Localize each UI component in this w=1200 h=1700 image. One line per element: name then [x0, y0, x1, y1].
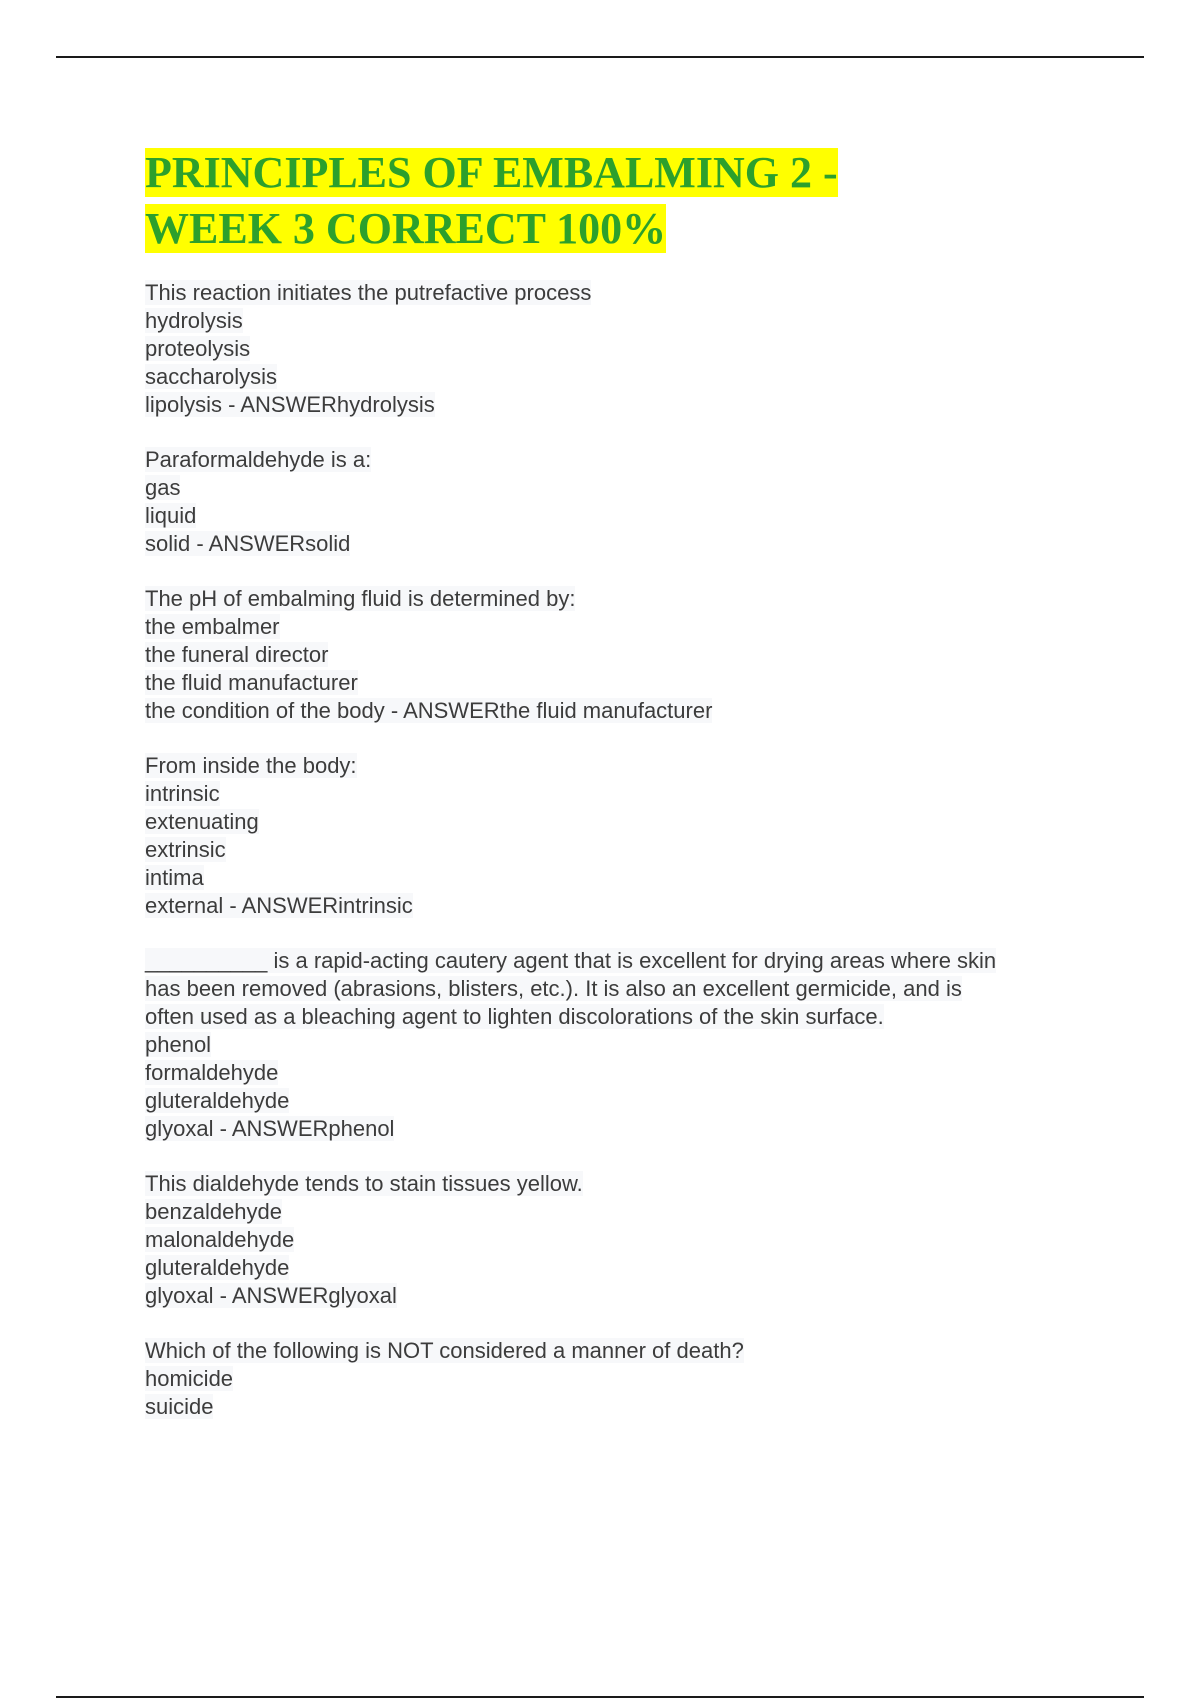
option: suicide — [145, 1394, 214, 1419]
option: saccharolysis — [145, 364, 278, 389]
question-text-line: __________ is a rapid-acting cautery agent that is excellent for drying areas where skin — [145, 948, 997, 973]
question-text: From inside the body: — [145, 753, 357, 778]
option: extrinsic — [145, 837, 226, 862]
answer-line: solid - ANSWERsolid — [145, 531, 351, 556]
document-title — [145, 145, 1105, 257]
option: the funeral director — [145, 642, 329, 667]
option: the embalmer — [145, 614, 280, 639]
question-block — [145, 752, 1105, 920]
option: the fluid manufacturer — [145, 670, 358, 695]
option: benzaldehyde — [145, 1199, 283, 1224]
top-rule — [56, 56, 1144, 58]
answer-line: glyoxal - ANSWERphenol — [145, 1116, 395, 1141]
question-text-line: has been removed (abrasions, blisters, etc.). It is also an excellent germicide, and is — [145, 976, 962, 1001]
option: proteolysis — [145, 336, 251, 361]
question-block — [145, 1337, 1105, 1421]
answer-line: the condition of the body - ANSWERthe fluid manufacturer — [145, 698, 713, 723]
option: gas — [145, 475, 181, 500]
question-block — [145, 446, 1105, 558]
question-text: This dialdehyde tends to stain tissues yellow. — [145, 1171, 583, 1196]
option: liquid — [145, 503, 197, 528]
question-text-line: often used as a bleaching agent to lighten discolorations of the skin surface. — [145, 1004, 884, 1029]
bottom-rule — [56, 1696, 1144, 1698]
option: phenol — [145, 1032, 212, 1057]
question-block — [145, 585, 1105, 725]
option: gluteraldehyde — [145, 1255, 290, 1280]
question-block — [145, 1170, 1105, 1310]
option: intima — [145, 865, 204, 890]
title-line-1: PRINCIPLES OF EMBALMING 2 - — [145, 148, 838, 197]
question-block — [145, 947, 1105, 1143]
option: malonaldehyde — [145, 1227, 295, 1252]
question-text: Which of the following is NOT considered a manner of death? — [145, 1338, 744, 1363]
option: intrinsic — [145, 781, 220, 806]
question-text: Paraformaldehyde is a: — [145, 447, 372, 472]
question-block — [145, 279, 1105, 419]
option: homicide — [145, 1366, 234, 1391]
answer-line: lipolysis - ANSWERhydrolysis — [145, 392, 435, 417]
option: gluteraldehyde — [145, 1088, 290, 1113]
document-body — [145, 145, 1105, 1448]
answer-line: external - ANSWERintrinsic — [145, 893, 413, 918]
title-line-2: WEEK 3 CORRECT 100% — [145, 204, 667, 253]
question-text: This reaction initiates the putrefactive process — [145, 280, 592, 305]
question-text: The pH of embalming fluid is determined by: — [145, 586, 576, 611]
option: hydrolysis — [145, 308, 243, 333]
option: formaldehyde — [145, 1060, 279, 1085]
answer-line: glyoxal - ANSWERglyoxal — [145, 1283, 397, 1308]
option: extenuating — [145, 809, 259, 834]
